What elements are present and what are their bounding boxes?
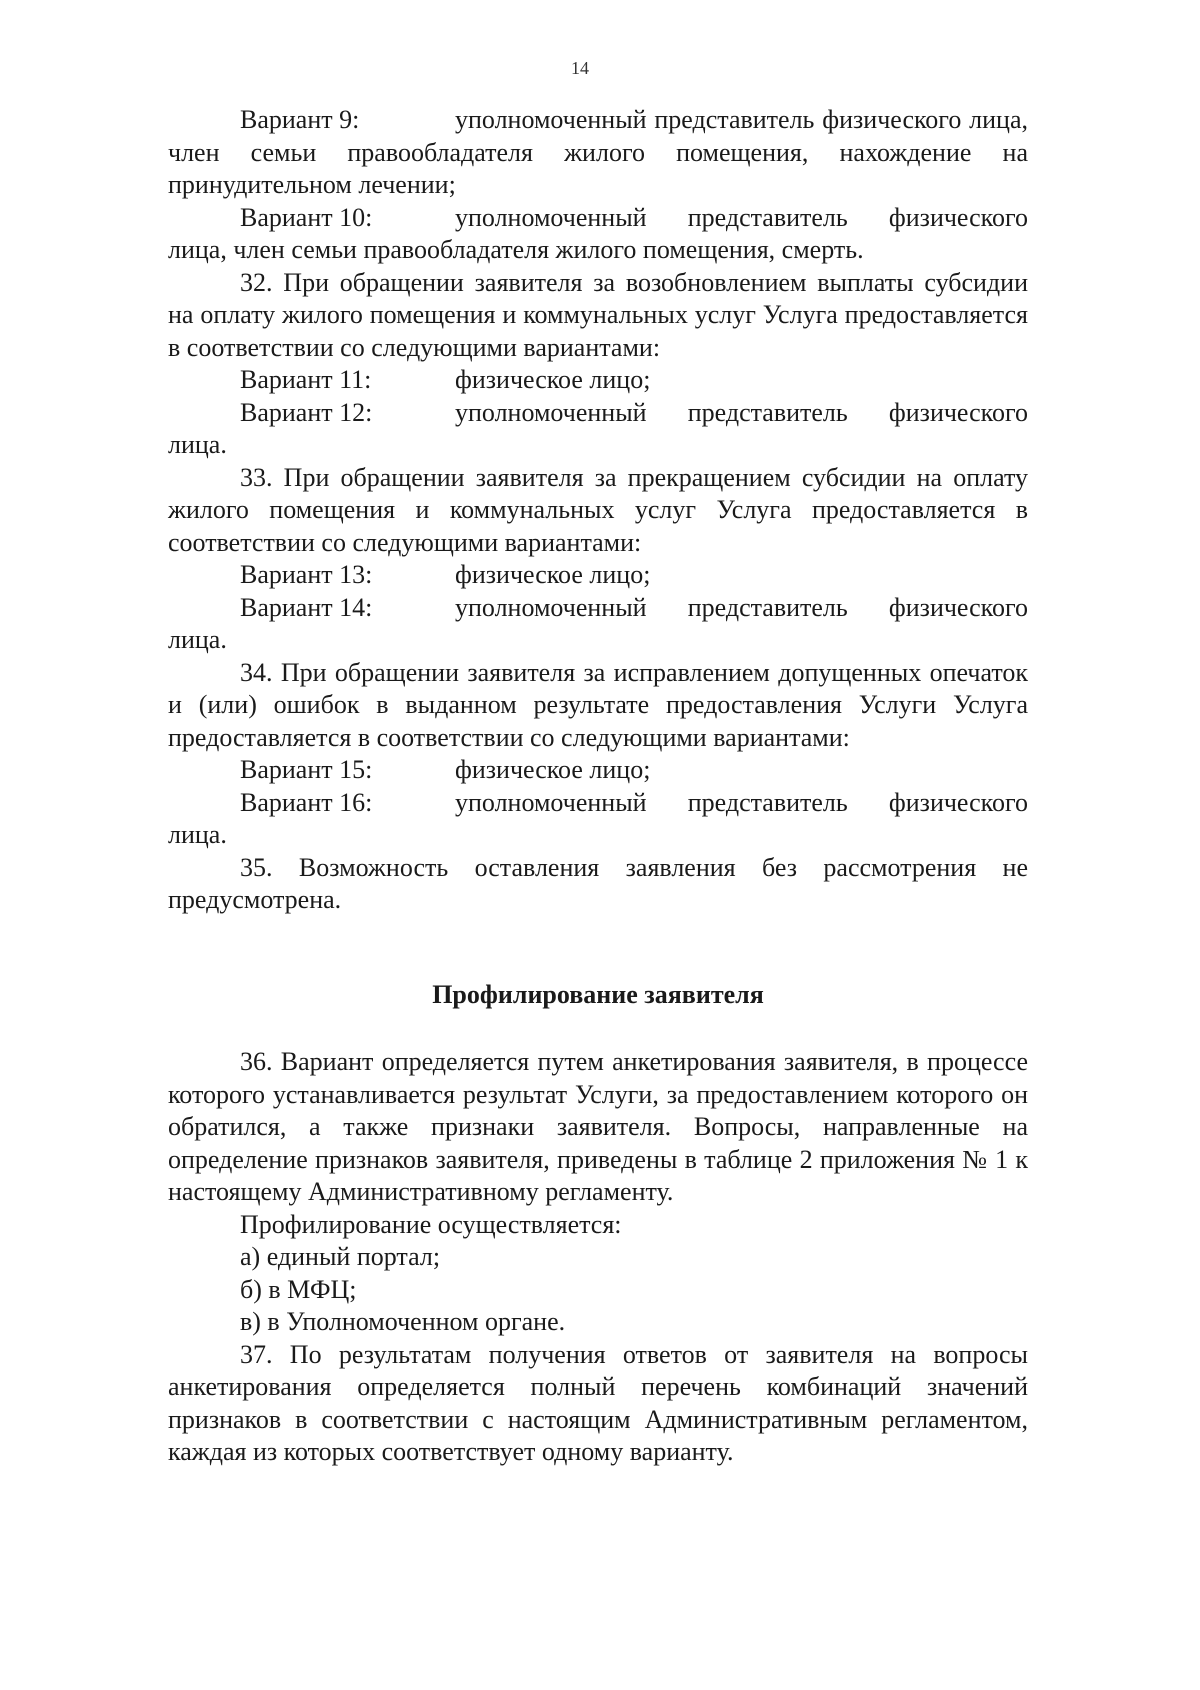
variant-label: Вариант 14: [240,592,373,622]
document-body [168,104,1028,1469]
section-heading: Профилирование заявителя [432,979,764,1009]
variant-label: Вариант 10: [240,202,373,232]
variant-label: Вариант 11: [240,365,372,394]
variant-text: физическое лицо; [455,755,651,784]
variant-13 [168,559,1028,592]
variant-text: уполномоченный представитель физического [455,202,1028,232]
paragraph-35: 35. Возможность оставления заявления без рассмотрения не предусмотрена. [168,852,1028,914]
variant-label: Вариант 15: [240,755,373,784]
paragraph-33: 33. При обращении заявителя за прекращением субсидии на оплату жилого помещения и коммунальных услуг Услуга предоставляется в соответствии со следующими вариантами: [168,462,1028,557]
profiling-intro: Профилирование осуществляется: [240,1209,622,1239]
variant-16-continuation: лица. [168,820,227,849]
paragraph-36: 36. Вариант определяется путем анкетирования заявителя, в процессе которого устанавливается результат Услуги, за предоставлением которого он обратился, а также признаки заявителя. Вопросы, направленные на определение признаков заявителя, приведены в таблице 2 приложения № 1 к настоящему Административному регламенту. [168,1047,1028,1206]
variant-11 [168,364,1028,397]
paragraph-34: 34. При обращении заявителя за исправлением допущенных опечаток и (или) ошибок в выданном результате предоставления Услуги Услуга предоставляется в соответствии со следующими вариантами: [168,657,1028,752]
variant-15 [168,754,1028,787]
variant-14 [168,592,1028,625]
variant-text: уполномоченный представитель физического [455,592,1028,622]
variant-label: Вариант 9: [240,105,360,134]
variant-9 [168,104,1028,137]
variant-label: Вариант 16: [240,787,373,817]
variant-text: уполномоченный представитель физического [455,397,1028,427]
variant-14-continuation: лица. [168,625,227,654]
variant-text: физическое лицо; [455,560,651,589]
variant-10 [168,202,1028,235]
profiling-item: в) в Уполномоченном органе. [240,1307,566,1336]
variant-label: Вариант 12: [240,397,373,427]
variant-9-continuation: член семьи правообладателя жилого помещения, нахождение на принудительном лечении; [168,137,1028,199]
variant-label: Вариант 13: [240,560,373,589]
variant-text: уполномоченный представитель физического лица, [455,105,1028,134]
page-number: 14 [571,58,589,78]
variant-16 [168,787,1028,820]
variant-10-continuation: лица, член семьи правообладателя жилого помещения, смерть. [168,235,864,264]
variant-12-continuation: лица. [168,430,227,459]
paragraph-37: 37. По результатам получения ответов от заявителя на вопросы анкетирования определяется полный перечень комбинаций значений признаков в соответствии с настоящим Административным регламентом, каждая из которых соответствует одному варианту. [168,1339,1028,1466]
variant-text: физическое лицо; [455,365,651,394]
variant-text: уполномоченный представитель физического [455,787,1028,817]
paragraph-32: 32. При обращении заявителя за возобновлением выплаты субсидии на оплату жилого помещения и коммунальных услуг Услуга предоставляется в соответствии со следующими вариантами: [168,267,1028,362]
profiling-item: б) в МФЦ; [240,1274,357,1304]
profiling-item: а) единый портал; [240,1242,441,1271]
variant-12 [168,397,1028,430]
